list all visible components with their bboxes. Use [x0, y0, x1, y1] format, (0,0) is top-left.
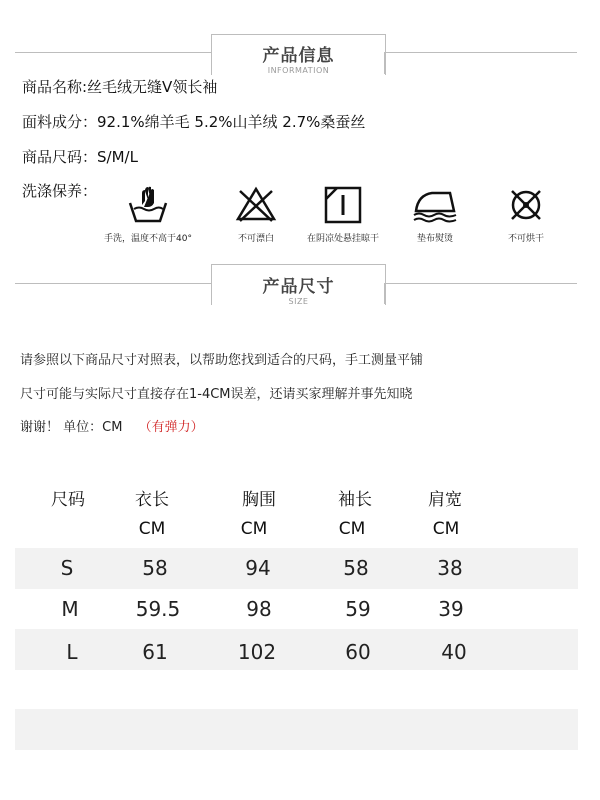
table-header: 肩宽 [428, 490, 462, 510]
table-header: 尺码 [51, 490, 85, 510]
table-cell: 40 [441, 640, 467, 664]
row-bg [15, 709, 578, 750]
row-bg [15, 548, 578, 589]
care-label: 在阴凉处悬挂晾干 [306, 234, 379, 244]
table-header: 衣长 [135, 490, 169, 510]
table-unit: CM [432, 519, 460, 539]
table-cell: 61 [142, 640, 168, 664]
table-unit: CM [338, 519, 366, 539]
table-unit: CM [138, 519, 166, 539]
table-unit: CM [240, 519, 268, 539]
care-item-iron [390, 185, 480, 244]
table-cell: 102 [237, 640, 277, 664]
table-cell: 58 [142, 556, 168, 580]
section-title: 产品信息 [262, 46, 335, 66]
table-cell: 59.5 [135, 597, 181, 621]
table-cell: 58 [343, 556, 369, 580]
note-unit: 谢谢！ 单位：CM [20, 420, 123, 435]
table-cell: 38 [437, 556, 463, 580]
line-dry-shade-icon [321, 185, 365, 225]
note-line-2: 尺寸可能与实际尺寸直接存在1-4CM误差，还请买家理解并事先知晓 [20, 387, 413, 402]
product-name: 商品名称:丝毛绒无缝V领长袖 [22, 78, 218, 96]
care-title: 洗涤保养： [22, 182, 97, 200]
no-bleach-icon [234, 185, 278, 225]
table-header: 袖长 [338, 490, 372, 510]
care-label: 手洗，温度不高于40° [104, 234, 192, 244]
elastic-note: （有弹力） [138, 420, 204, 435]
care-label: 垫布熨烫 [416, 234, 453, 244]
care-item-no-tumble-dry [481, 185, 571, 244]
product-sizes: 商品尺码：S/M/L [22, 148, 138, 166]
note-line-1: 请参照以下商品尺寸对照表，以帮助您找到适合的尺码，手工测量平铺 [20, 353, 424, 368]
table-cell: S [60, 556, 74, 580]
table-header: 胸围 [242, 490, 276, 510]
table-cell: 94 [245, 556, 271, 580]
table-cell: 98 [246, 597, 272, 621]
product-material: 面料成分：92.1%绵羊毛 5.2%山羊绒 2.7%桑蚕丝 [22, 113, 366, 131]
care-item-hand-wash [103, 185, 193, 244]
care-label: 不可烘干 [507, 234, 544, 244]
section-subtitle: SIZE [288, 297, 309, 306]
section-subtitle: INFORMATION [267, 66, 330, 75]
note-line-3 [20, 416, 204, 435]
no-tumble-dry-icon [504, 185, 548, 225]
table-cell: 59 [345, 597, 371, 621]
care-item-no-bleach [211, 185, 301, 244]
table-cell: L [66, 640, 78, 664]
care-item-line-dry [298, 185, 388, 244]
care-label: 不可漂白 [237, 234, 274, 244]
section-title: 产品尺寸 [262, 277, 335, 297]
iron-with-cloth-icon [410, 185, 460, 225]
table-cell: 60 [345, 640, 371, 664]
table-cell: 39 [438, 597, 464, 621]
hand-wash-icon [126, 185, 170, 225]
table-cell: M [61, 597, 79, 621]
